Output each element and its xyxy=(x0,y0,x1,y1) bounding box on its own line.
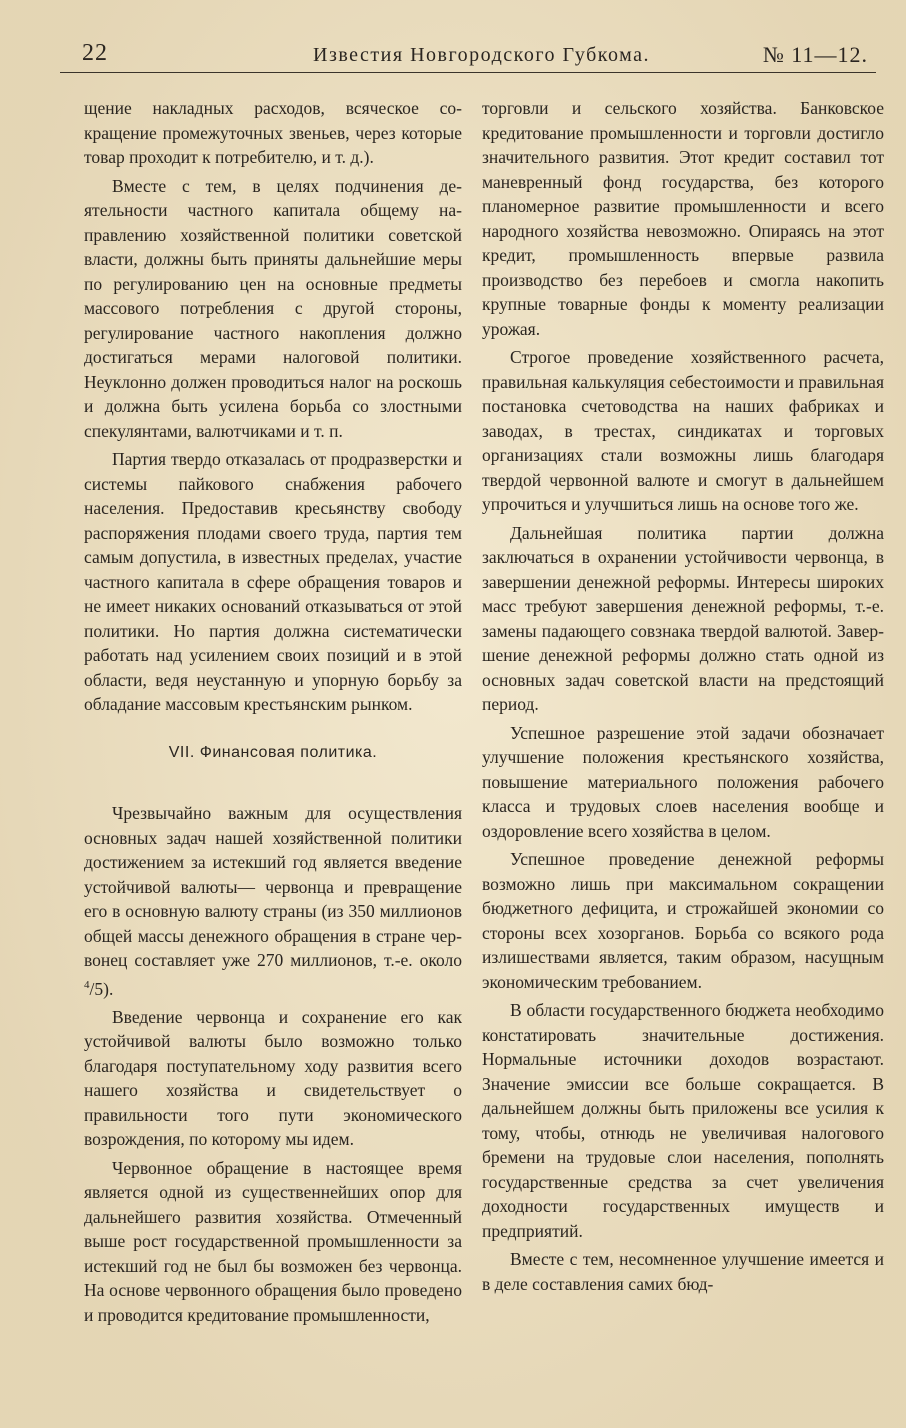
paragraph: Партия твердо отказалась от продразверстки и системы пайкового снабжения рабочего населения. Предоставив кресьянству свободу распоряжения плодами своего труда, партия тем самым допустила, в известных пределах, участие частного капитала в сфере обращения товаров и не имеет никаких оснований отказываться от этой политики. Но партия должна систематически работать над усилением своих позиций и в этой области, ведя неустанную и упорную борьбу за обладание массовым крестьянским рынком. xyxy=(84,449,462,714)
paragraph-text-end: ). xyxy=(103,978,114,999)
left-column xyxy=(84,96,462,1327)
fraction-denominator: /5 xyxy=(89,978,104,999)
paragraph: Успешное проведение денежной реформы возможно лишь при максимальном сокращении бюджетного дефицита, и строжайшей экономии со стороны всех хозорганов. Борьба со всякого рода излишествами является, таким образом, насущным экономическим требованием. xyxy=(482,849,884,992)
right-column xyxy=(482,96,884,1296)
running-header xyxy=(60,40,876,74)
paragraph: торговли и сельского хозяйства. Банковское кредитование промышленности и торговли достигло значительного развития. Этот кредит составил тот маневренный фонд государства, без которого планомерное развитие промышленности и всего народного хозяйства невозможно. Опираясь на этот кредит, промышленность впервые развила производство без перебоев и смогла накопить крупные товарные фонды к моменту реализации урожая. xyxy=(482,98,884,339)
paragraph: Вместе с тем, в целях подчинения деятельности частного капитала общему направлению хозяйственной политики советской власти, должны быть приняты дальнейшие меры по регулированию цен на основные предметы массового потребления с другой стороны, регулирование частного накопления должно достигаться мерами налоговой политики. Неуклонно должен проводиться налог на роскошь и должна быть усилена борьба со злостными спекулянтами, валютчиками и т. п. xyxy=(84,175,462,441)
page-number: 22 xyxy=(82,40,108,66)
header-rule xyxy=(60,72,876,73)
section-heading: VII. Финансовая политика. xyxy=(168,743,378,761)
paragraph xyxy=(84,801,462,1001)
fraction-numerator: 4 xyxy=(84,978,90,991)
paragraph: Дальнейшая политика партии должна заключаться в охранении устойчивости червонца, в завершении денежной реформы. Интересы широких масс требуют завершения денежной реформы, т.-е. замены падающего совзнака твердой валютой. Завершение денежной реформы должно стать одной из основных задач советской власти на предстоящий период. xyxy=(482,522,884,714)
paragraph: щение накладных расходов, всяческое сокращение промежуточных звеньев, через которые товар проходит к потребителю, и т. д.). xyxy=(84,98,462,167)
paragraph: Введение червонца и сохранение его как устойчивой валюты было возможно только благодаря поступательному ходу развития всего нашего хозяйства и свидетельствует о правильности того пути экономического возрождения, по которому мы идем. xyxy=(84,1006,462,1150)
journal-title: Известия Новгородского Губкома. xyxy=(313,44,650,66)
paragraph: Червонное обращение в настоящее время является одной из существеннейших опор для дальнейшего развития хозяйства. Отмеченный выше рост государственной промышленности за истекший год не был бы возможен без червонца. На основе червонного обращения было проведено и проводится кредитование промышленности, xyxy=(84,1157,462,1325)
paragraph-text: Чрезвычайно важным для осуществления основных задач нашей хозяйственной политики достижением за истекший год является введение устойчивой валюты— червонца и превращение его в основную валюту страны (из 350 миллионов общей массы денежного обращения в стране червонец составляет уже 270 миллионов, т.-е. около xyxy=(84,803,462,970)
paragraph: Вместе с тем, несомненное улучшение имеется и в деле составления самих бюд- xyxy=(482,1249,884,1294)
paragraph: Строгое проведение хозяйственного расчета, правильная калькуляция себестоимости и правильная постановка счетоводства на наших фабриках и заводах, в трестах, синдикатах и торговых организациях стали возможны лишь благодаря твердой червонной валюте и смогут в дальнейшем упрочиться и улучшиться лишь на основе того же. xyxy=(482,347,884,514)
paragraph: В области государственного бюджета необходимо констатировать значительные достижения. Нормальные источники доходов возрастают. Значение эмиссии все больше сокращается. В дальнейшем должны быть приложены все усилия к тому, чтобы, отнюдь не увеличивая налогового бремени на трудовые слои населения, пополнять государственные средства за счет увеличения доходности государственных имуществ и предприятий. xyxy=(482,1000,884,1241)
paragraph: Успешное разрешение этой задачи обозначает улучшение положения крестьянского хозяйства, повышение материального положения рабочего класса и трудовых слоев населения вообще и оздоровление всего хозяйства в целом. xyxy=(482,722,884,841)
issue-number: № 11—12. xyxy=(762,42,868,67)
